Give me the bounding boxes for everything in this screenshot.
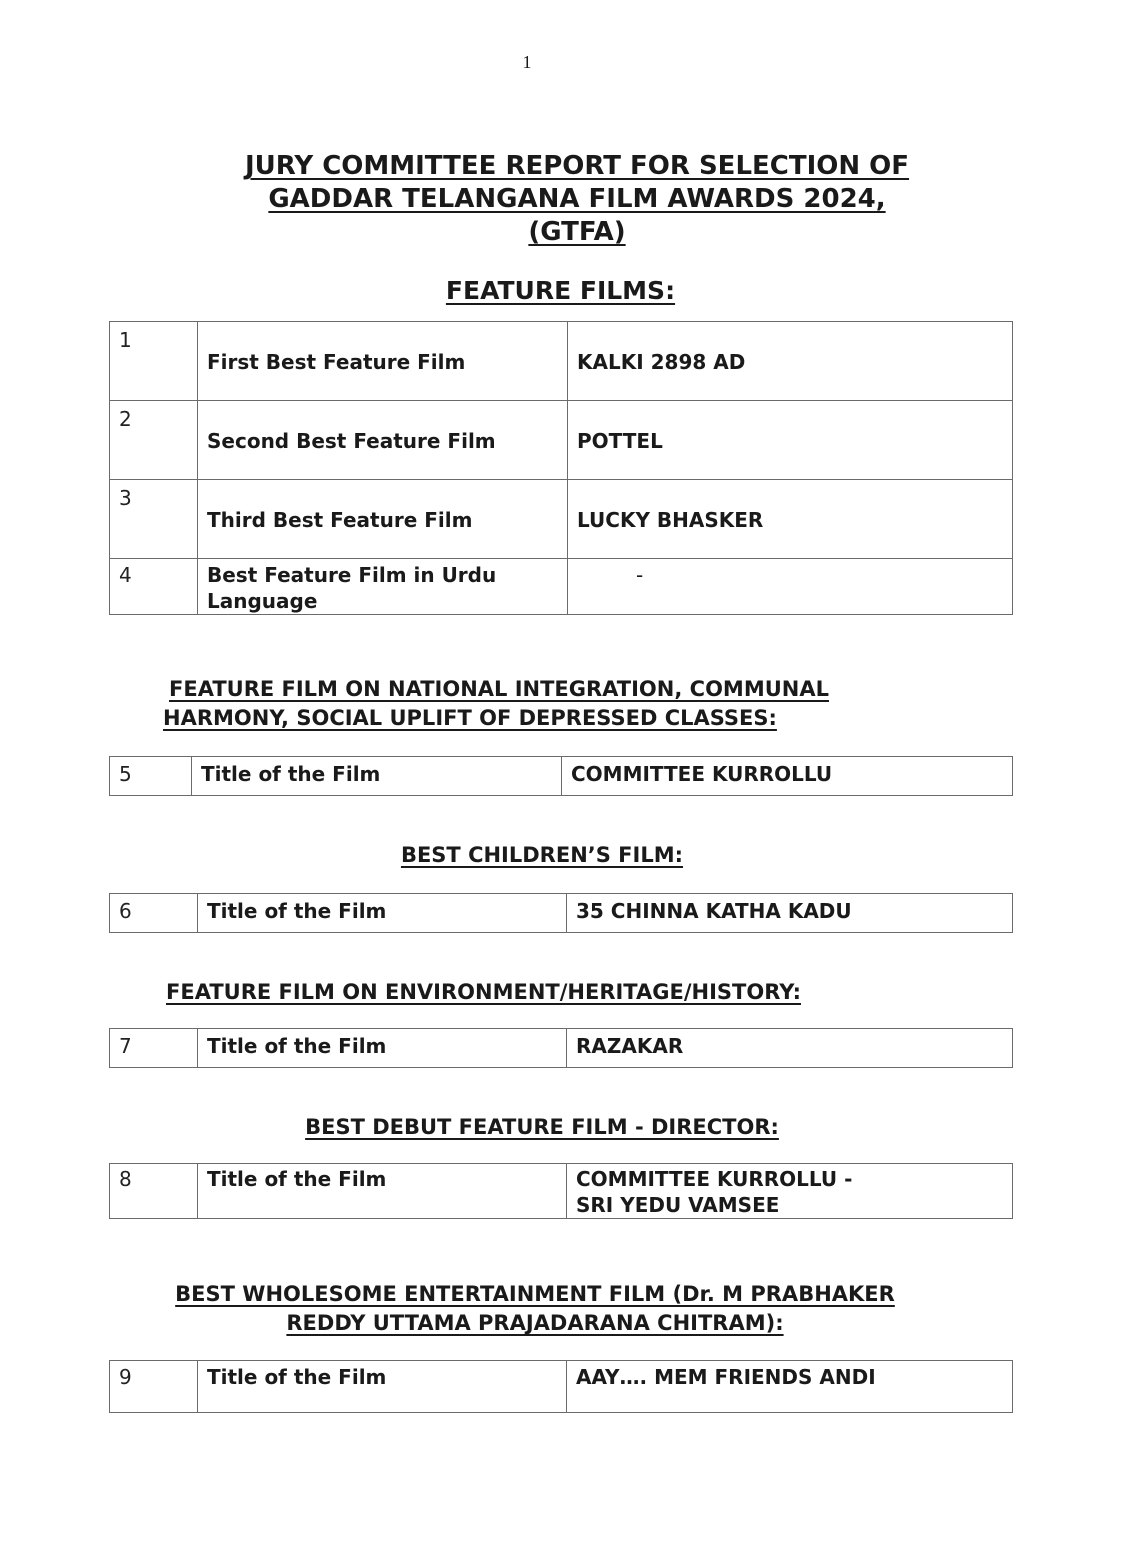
award-category: Title of the Film (198, 1164, 567, 1219)
row-number: 7 (110, 1029, 198, 1068)
table-row (110, 1164, 1013, 1219)
award-film-line-2: SRI YEDU VAMSEE (576, 1193, 780, 1217)
award-film: KALKI 2898 AD (568, 322, 1013, 401)
table-row (110, 894, 1013, 933)
report-title-line-2: GADDAR TELANGANA FILM AWARDS 2024, (268, 184, 886, 214)
award-film: COMMITTEE KURROLLU (562, 757, 1013, 796)
table-row (110, 401, 1013, 480)
row-number: 9 (110, 1361, 198, 1413)
debut-director-table (109, 1163, 1013, 1219)
wholesome-entertainment-heading-line-1: BEST WHOLESOME ENTERTAINMENT FILM (Dr. M PRABHAKER (175, 1282, 895, 1306)
award-category: Title of the Film (198, 894, 567, 933)
wholesome-entertainment-heading-line-2: REDDY UTTAMA PRAJADARANA CHITRAM): (286, 1311, 784, 1335)
award-category-line-1: Best Feature Film in Urdu (207, 563, 497, 587)
national-integration-heading-line-1: FEATURE FILM ON NATIONAL INTEGRATION, COMMUNAL (169, 677, 829, 701)
award-category: Third Best Feature Film (198, 480, 568, 559)
table-row (110, 480, 1013, 559)
environment-film-heading: FEATURE FILM ON ENVIRONMENT/HERITAGE/HISTORY: (166, 980, 801, 1004)
childrens-film-table (109, 893, 1013, 933)
award-film: POTTEL (568, 401, 1013, 480)
childrens-film-heading: BEST CHILDREN’S FILM: (400, 843, 684, 867)
page-number: 1 (522, 52, 532, 72)
award-category: Title of the Film (198, 1029, 567, 1068)
table-row (110, 1029, 1013, 1068)
national-integration-heading-line-2: HARMONY, SOCIAL UPLIFT OF DEPRESSED CLASSES: (163, 706, 777, 730)
award-category: Title of the Film (192, 757, 562, 796)
national-integration-table (109, 756, 1013, 796)
award-category: First Best Feature Film (198, 322, 568, 401)
award-film-line-1: COMMITTEE KURROLLU - (576, 1167, 853, 1191)
table-row (110, 322, 1013, 401)
table-row (110, 559, 1013, 615)
debut-director-heading: BEST DEBUT FEATURE FILM - DIRECTOR: (305, 1115, 779, 1139)
award-category: Title of the Film (198, 1361, 567, 1413)
environment-film-table (109, 1028, 1013, 1068)
table-row (110, 1361, 1013, 1413)
award-category-line-2: Language (207, 589, 318, 613)
award-category: Second Best Feature Film (198, 401, 568, 480)
report-title-line-3: (GTFA) (528, 217, 626, 247)
wholesome-entertainment-heading (109, 1280, 961, 1338)
row-number: 2 (110, 401, 198, 480)
award-film: LUCKY BHASKER (568, 480, 1013, 559)
row-number: 4 (110, 559, 198, 615)
national-integration-heading (109, 675, 1012, 733)
award-film: 35 CHINNA KATHA KADU (567, 894, 1013, 933)
row-number: 3 (110, 480, 198, 559)
wholesome-entertainment-table (109, 1360, 1013, 1413)
table-row (110, 757, 1013, 796)
feature-films-heading: FEATURE FILMS: (445, 276, 676, 305)
report-title-line-1: JURY COMMITTEE REPORT FOR SELECTION OF (244, 151, 910, 181)
award-film: RAZAKAR (567, 1029, 1013, 1068)
award-film: - (568, 559, 1013, 615)
award-film: AAY…. MEM FRIENDS ANDI (567, 1361, 1013, 1413)
report-title (160, 150, 994, 249)
award-category (198, 559, 568, 615)
award-film (567, 1164, 1013, 1219)
row-number: 8 (110, 1164, 198, 1219)
row-number: 6 (110, 894, 198, 933)
row-number: 1 (110, 322, 198, 401)
feature-films-table (109, 321, 1013, 615)
row-number: 5 (110, 757, 192, 796)
